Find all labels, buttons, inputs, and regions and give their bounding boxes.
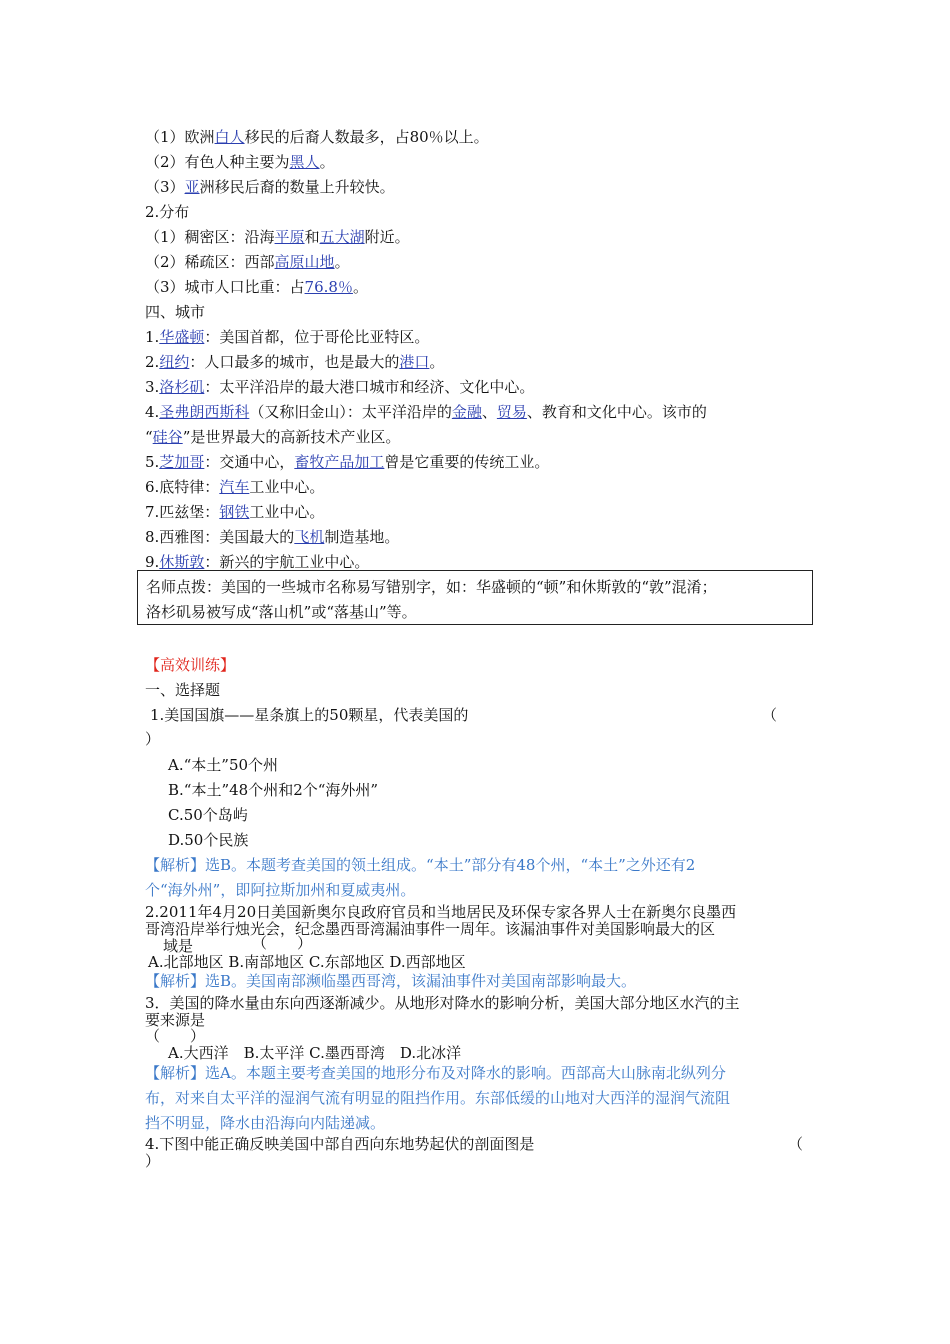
keyword-link[interactable]: 硅谷 (152, 428, 183, 446)
tip-line-1: 名师点拨：美国的一些城市名称易写错别字，如：华盛顿的“顿”和休斯敦的“敦”混淆； (146, 578, 717, 596)
tip-line-2: 洛杉矶易被写成“落山机”或“落基山”等。 (146, 603, 417, 621)
q2-analysis: 【解析】选B。美国南部濒临墨西哥湾，该漏油事件对美国南部影响最大。 (145, 972, 637, 990)
keyword-link[interactable]: 钢铁 (219, 503, 250, 521)
q1-analysis-line-1: 【解析】选B。本题考查美国的领土组成。“本土”部分有48个州，“本土”之外还有2 (145, 856, 696, 874)
cities-title: 四、城市 (145, 303, 206, 321)
city-item: 8.西雅图：美国最大的飞机制造基地。 (145, 528, 400, 546)
keyword-link[interactable]: 港口 (399, 353, 430, 371)
distribution-item-1: （1）稠密区：沿海平原和五大湖附近。 (145, 228, 410, 246)
q3-analysis-line-3: 挡不明显，降水由沿海向内陆递减。 (145, 1114, 386, 1132)
q1-option-a[interactable]: A.“本土”50个州 (168, 756, 279, 774)
section-title: 一、选择题 (145, 681, 221, 699)
q1-option-d[interactable]: D.50个民族 (168, 831, 249, 849)
keyword-link[interactable]: 洛杉矶 (159, 378, 205, 396)
keyword-link[interactable]: 华盛顿 (159, 328, 205, 346)
keyword-link[interactable]: 汽车 (219, 478, 250, 496)
teacher-tip-box (137, 570, 813, 625)
keyword-link[interactable]: 五大湖 (319, 228, 365, 246)
q1-option-b[interactable]: B.“本土”48个州和2个“海外州” (168, 781, 379, 799)
race-item-3: （3）亚洲移民后裔的数量上升较快。 (145, 178, 395, 196)
race-item-2: （2）有色人种主要为黑人。 (145, 153, 335, 171)
q1-paren-close: ） (145, 730, 161, 748)
city-item: “硅谷”是世界最大的高新技术产业区。 (145, 428, 401, 446)
keyword-link[interactable]: 高原山地 (274, 253, 335, 271)
keyword-link[interactable]: 畜牧产品加工 (294, 453, 385, 471)
q2-paren: （ ） (252, 934, 313, 952)
keyword-link[interactable]: 平原 (274, 228, 305, 246)
city-item: 3.洛杉矶：太平洋沿岸的最大港口城市和经济、文化中心。 (145, 378, 535, 396)
q2-stem-line-1: 2.2011年4月20日美国新奥尔良政府官员和当地居民及环保专家各界人士在新奥尔良墨西 (145, 903, 737, 921)
keyword-link[interactable]: 白人 (214, 128, 245, 146)
city-item: 5.芝加哥：交通中心，畜牧产品加工曾是它重要的传统工业。 (145, 453, 550, 471)
keyword-link[interactable]: 圣弗朗西斯科 (159, 403, 250, 421)
distribution-title: 2.分布 (145, 203, 190, 221)
race-item-1: （1）欧洲白人移民的后裔人数最多，占80％以上。 (145, 128, 489, 146)
q4-paren-close: ） (145, 1152, 161, 1170)
q2-options[interactable]: A.北部地区 B.南部地区 C.东部地区 D.西部地区 (148, 953, 466, 971)
q3-stem-line-2: 要来源是 (145, 1011, 206, 1029)
city-item: 1.华盛顿：美国首都，位于哥伦比亚特区。 (145, 328, 430, 346)
keyword-link[interactable]: 金融 (451, 403, 482, 421)
city-item: 4.圣弗朗西斯科（又称旧金山）：太平洋沿岸的金融、贸易、教育和文化中心。该市的 (145, 403, 707, 421)
q3-options[interactable]: A.大西洋 B.太平洋 C.墨西哥湾 D.北冰洋 (168, 1044, 462, 1062)
q1-analysis-line-2: 个“海外州”，即阿拉斯加州和夏威夷州。 (145, 881, 416, 899)
keyword-link[interactable]: 纽约 (159, 353, 190, 371)
keyword-link[interactable]: 76.8％ (304, 278, 353, 296)
q3-stem-line-1: 3．美国的降水量由东向西逐渐减少。从地形对降水的影响分析，美国大部分地区水汽的主 (145, 994, 740, 1012)
q1-option-c[interactable]: C.50个岛屿 (168, 806, 248, 824)
q2-stem-line-3: 域是 (163, 937, 194, 955)
q2-stem-line-2: 哥湾沿岸举行烛光会，纪念墨西哥湾漏油事件一周年。该漏油事件对美国影响最大的区 (145, 920, 716, 938)
q1-paren-open: （ (762, 706, 778, 724)
city-item: 6.底特律：汽车工业中心。 (145, 478, 325, 496)
q4-stem: 4.下图中能正确反映美国中部自西向东地势起伏的剖面图是 (145, 1135, 535, 1153)
q3-analysis-line-1: 【解析】选A。本题主要考查美国的地形分布及对降水的影响。西部高大山脉南北纵列分 (145, 1064, 726, 1082)
training-header: 【高效训练】 (145, 656, 236, 674)
q3-paren: （ ） (145, 1027, 206, 1045)
keyword-link[interactable]: 贸易 (496, 403, 527, 421)
distribution-item-3: （3）城市人口比重：占76.8％。 (145, 278, 368, 296)
q1-stem: 1.美国国旗——星条旗上的50颗星，代表美国的 (150, 706, 469, 724)
city-item: 9.休斯敦：新兴的宇航工业中心。 (145, 553, 370, 571)
keyword-link[interactable]: 亚 (184, 178, 200, 196)
keyword-link[interactable]: 飞机 (294, 528, 325, 546)
city-item: 7.匹兹堡：钢铁工业中心。 (145, 503, 325, 521)
keyword-link[interactable]: 黑人 (289, 153, 320, 171)
city-item: 2.纽约：人口最多的城市，也是最大的港口。 (145, 353, 445, 371)
keyword-link[interactable]: 芝加哥 (159, 453, 205, 471)
keyword-link[interactable]: 休斯敦 (159, 553, 205, 571)
distribution-item-2: （2）稀疏区：西部高原山地。 (145, 253, 350, 271)
q3-analysis-line-2: 布，对来自太平洋的湿润气流有明显的阻挡作用。东部低缓的山地对大西洋的湿润气流阻 (145, 1089, 731, 1107)
q4-paren-open: （ (788, 1135, 804, 1153)
